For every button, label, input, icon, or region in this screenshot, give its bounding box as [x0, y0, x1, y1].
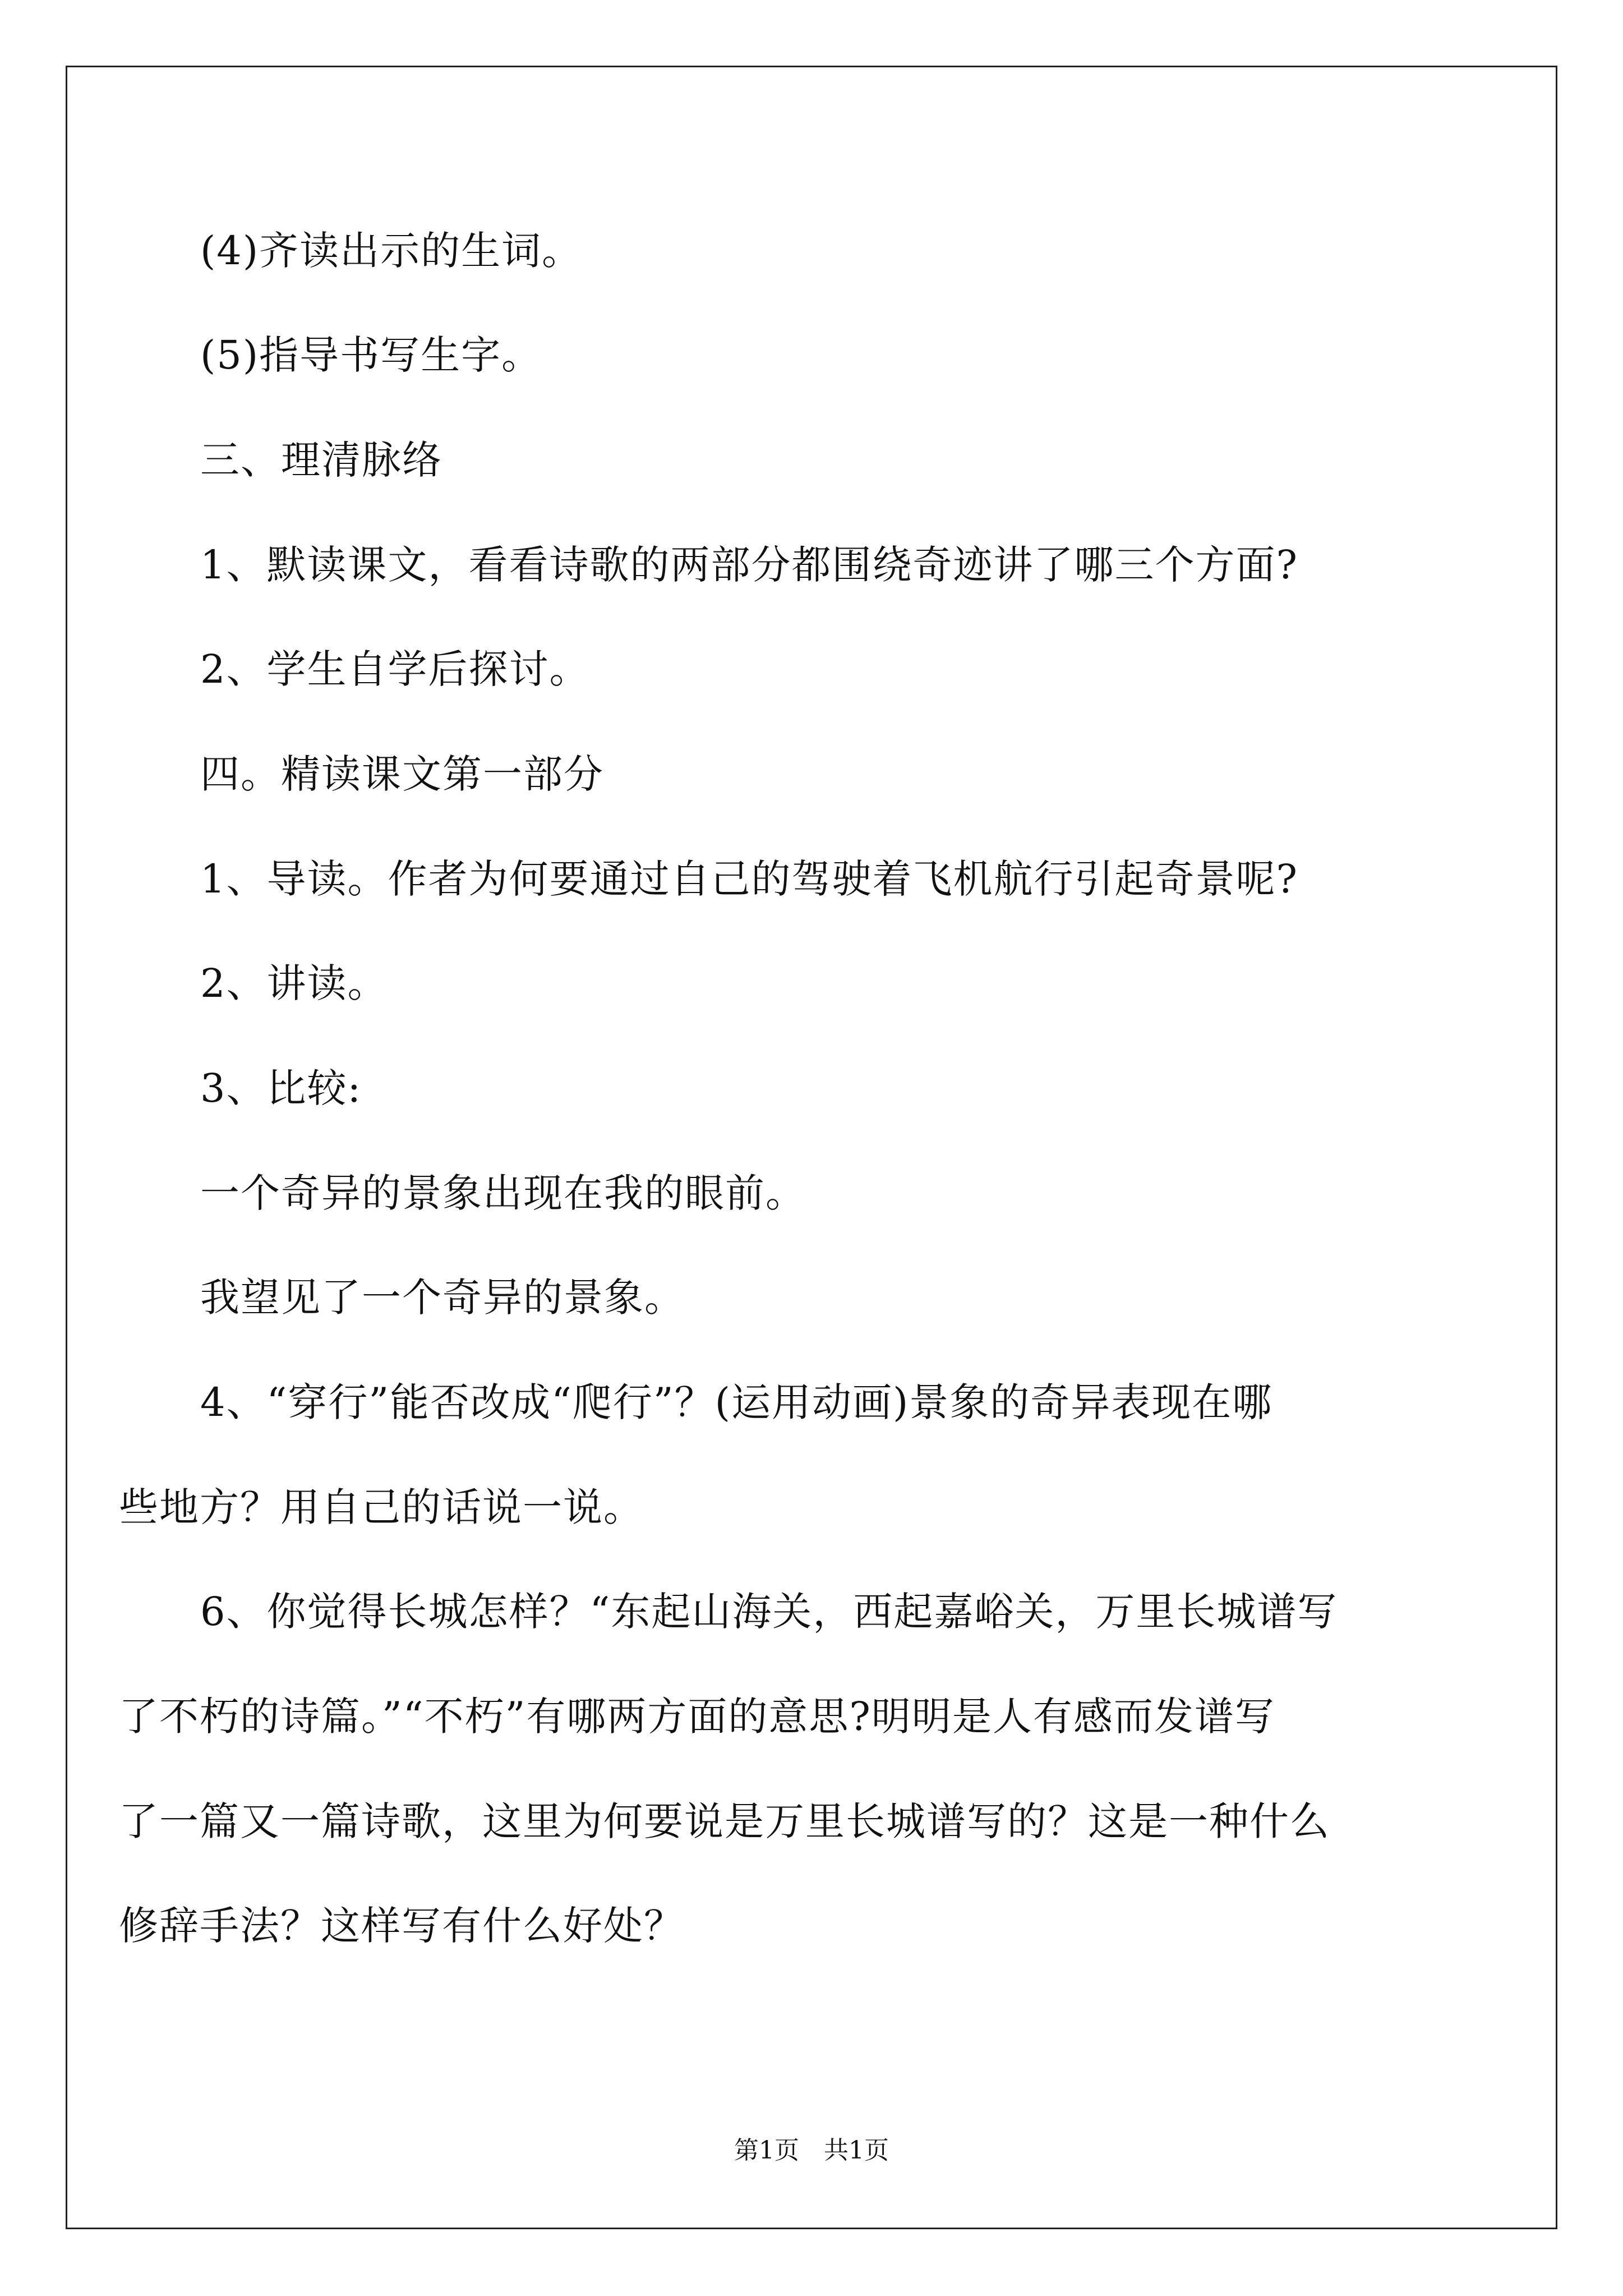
- paragraph-5: 2、学生自学后探讨。: [200, 646, 590, 692]
- page-footer: 第1页 共1页: [734, 2136, 889, 2165]
- paragraph-13-line-4: 修辞手法？这样写有什么好处？: [119, 1903, 684, 1949]
- paragraph-12: 4、“穿行”能否改成“爬行”？(运用动画)景象的奇异表现在哪: [200, 1379, 1273, 1425]
- paragraph-11: 我望见了一个奇异的景象。: [200, 1274, 685, 1320]
- paragraph-1: (4)齐读出示的生词。: [200, 228, 583, 274]
- paragraph-13: 6、你觉得长城怎样？“东起山海关，西起嘉峪关，万里长城谱写: [200, 1589, 1338, 1635]
- paragraph-9: 3、比较:: [200, 1065, 362, 1111]
- paragraph-4: 1、默读课文，看看诗歌的两部分都围绕奇迹讲了哪三个方面?: [200, 542, 1299, 588]
- paragraph-3: 三、理清脉络: [200, 437, 442, 483]
- paragraph-12-continued: 些地方？用自己的话说一说。: [119, 1484, 644, 1530]
- paragraph-10: 一个奇异的景象出现在我的眼前。: [200, 1170, 806, 1216]
- paragraph-6: 四。精读课文第一部分: [200, 751, 604, 797]
- paragraph-2: (5)指导书写生字。: [200, 332, 542, 378]
- paragraph-13-line-3: 了一篇又一篇诗歌，这里为何要说是万里长城谱写的？这是一种什么: [119, 1798, 1330, 1844]
- paragraph-7: 1、导读。作者为何要通过自己的驾驶着飞机航行引起奇景呢?: [200, 856, 1299, 902]
- paragraph-13-line-2: 了不朽的诗篇。”“不朽”有哪两方面的意思?明明是人有感而发谱写: [119, 1694, 1275, 1740]
- paragraph-8: 2、讲读。: [200, 960, 388, 1006]
